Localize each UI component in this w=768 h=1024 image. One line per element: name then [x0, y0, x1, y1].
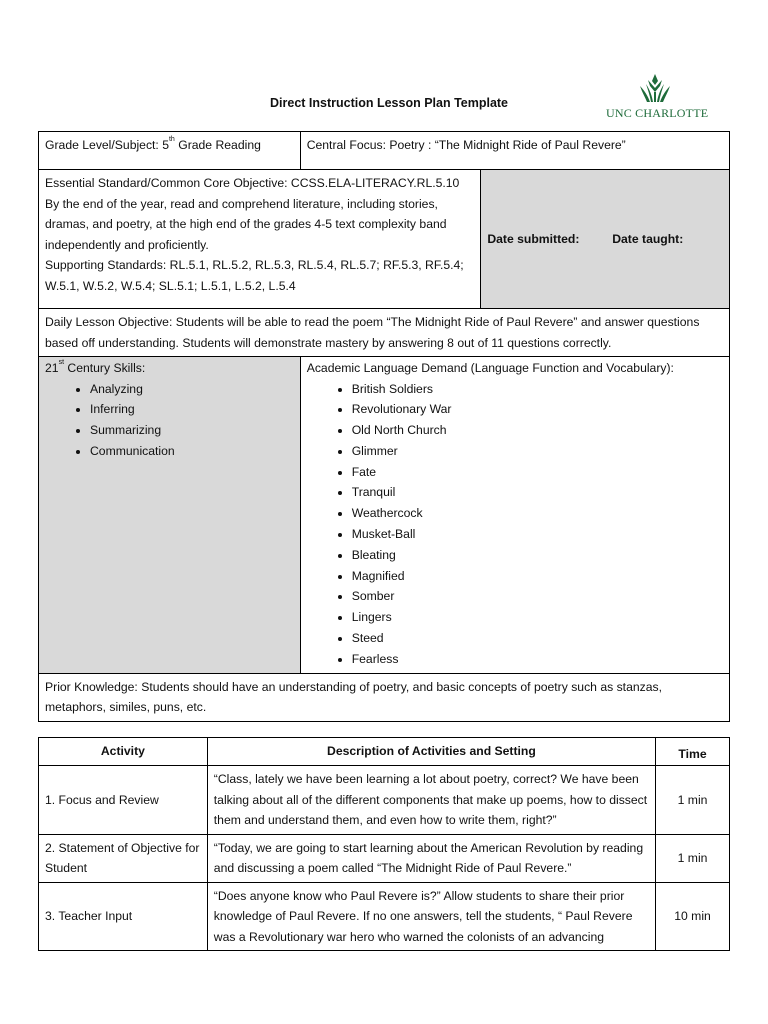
- column-header-description: Description of Activities and Setting: [207, 738, 655, 766]
- description-cell: “Today, we are going to start learning about the American Revolution by reading and discussing a poem called “The Midnight Ride of Paul Revere.”: [207, 834, 655, 882]
- list-item: • Analyzing: [90, 379, 294, 400]
- activity-cell: 3. Teacher Input: [39, 882, 208, 951]
- supporting-standards: Supporting Standards: RL.5.1, RL.5.2, RL.5.3, RL.5.4, RL.5.7; RF.5.3, RF.5.4; W.5.1, W.5.2, W.5.4; SL.5.1; L.5.1, L.5.2, L.5.4: [45, 258, 464, 293]
- list-item: • Fate: [352, 462, 723, 483]
- central-focus-cell: [300, 132, 729, 170]
- list-item: • Steed: [352, 628, 723, 649]
- academic-language-cell: [300, 357, 729, 674]
- activity-cell: 1. Focus and Review: [39, 766, 208, 835]
- central-focus: Central Focus: Poetry : “The Midnight Ride of Paul Revere”: [306, 138, 626, 152]
- list-item: • Summarizing: [90, 420, 294, 441]
- grade-level-suffix: Grade Reading: [174, 138, 261, 152]
- table-row: [39, 834, 730, 882]
- description-cell: “Does anyone know who Paul Revere is?” Allow students to share their prior knowledge of Paul Revere. If no one answers, tell the students, “ Paul Revere was a Revolutionary war hero who warned the colonists of an advancing: [207, 882, 655, 951]
- list-item: • Communication: [90, 441, 294, 462]
- activity-cell: 2. Statement of Objective for Student: [39, 834, 208, 882]
- column-header-activity: Activity: [39, 738, 208, 766]
- date-taught-label: Date taught:: [612, 231, 684, 246]
- time-cell: 10 min: [656, 882, 730, 951]
- daily-objective: Daily Lesson Objective: Students will be able to read the poem “The Midnight Ride of Paul Revere” and answer questions based off understanding. Students will demonstrate mastery by answering 8 out of 11 questions correctly.: [45, 315, 700, 350]
- list-item: • Inferring: [90, 399, 294, 420]
- list-item: • Weathercock: [352, 503, 723, 524]
- time-cell: 1 min: [656, 834, 730, 882]
- list-item: • Fearless: [352, 649, 723, 670]
- list-item: • Tranquil: [352, 482, 723, 503]
- grade-level-sup: th: [168, 136, 175, 143]
- logo-wordmark: UNC CHARLOTTE: [606, 106, 709, 120]
- dates-cell: [481, 170, 730, 309]
- essential-standard: Essential Standard/Common Core Objective: CCSS.ELA-LITERACY.RL.5.10: [45, 176, 460, 190]
- activities-table: [38, 737, 730, 951]
- list-item: • Old North Church: [352, 420, 723, 441]
- skills-heading: 21st Century Skills:: [45, 359, 146, 375]
- list-item: • Glimmer: [352, 441, 723, 462]
- grade-level-prefix: Grade Level/Subject: 5: [45, 138, 169, 152]
- list-item: • Revolutionary War: [352, 399, 723, 420]
- grade-level-cell: [39, 132, 301, 170]
- table-row: [39, 766, 730, 835]
- list-item: • Bleating: [352, 545, 723, 566]
- lesson-plan-table: [38, 131, 730, 722]
- document-title: Direct Instruction Lesson Plan Template: [270, 96, 509, 110]
- list-item: • Magnified: [352, 566, 723, 587]
- date-submitted-label: Date submitted:: [487, 231, 580, 246]
- time-cell: 1 min: [656, 766, 730, 835]
- list-item: • Musket-Ball: [352, 524, 723, 545]
- standards-cell: [39, 170, 481, 309]
- description-cell: “Class, lately we have been learning a lot about poetry, correct? We have been talking about all of the different components that make up poems, how to dissect them and understand them, and even how to write them, right?”: [207, 766, 655, 835]
- table-row: [39, 882, 730, 951]
- skills-list: [45, 379, 294, 462]
- vocabulary-list: [307, 379, 723, 670]
- daily-objective-cell: [39, 309, 730, 357]
- list-item: • Somber: [352, 586, 723, 607]
- list-item: • Lingers: [352, 607, 723, 628]
- essential-standard-text: By the end of the year, read and comprehend literature, including stories, dramas, and poetry, at the high end of the grades 4-5 text complexity band independently and proficiently.: [45, 196, 447, 252]
- prior-knowledge: Prior Knowledge: Students should have an understanding of poetry, and basic concepts of poetry such as stanzas, metaphors, similes, puns, etc.: [45, 679, 662, 715]
- academic-language-heading: Academic Language Demand (Language Function and Vocabulary):: [306, 361, 674, 375]
- column-header-time: Time: [656, 738, 730, 766]
- prior-knowledge-cell: [39, 673, 730, 721]
- list-item: • British Soldiers: [352, 379, 723, 400]
- skills-cell: [39, 357, 301, 674]
